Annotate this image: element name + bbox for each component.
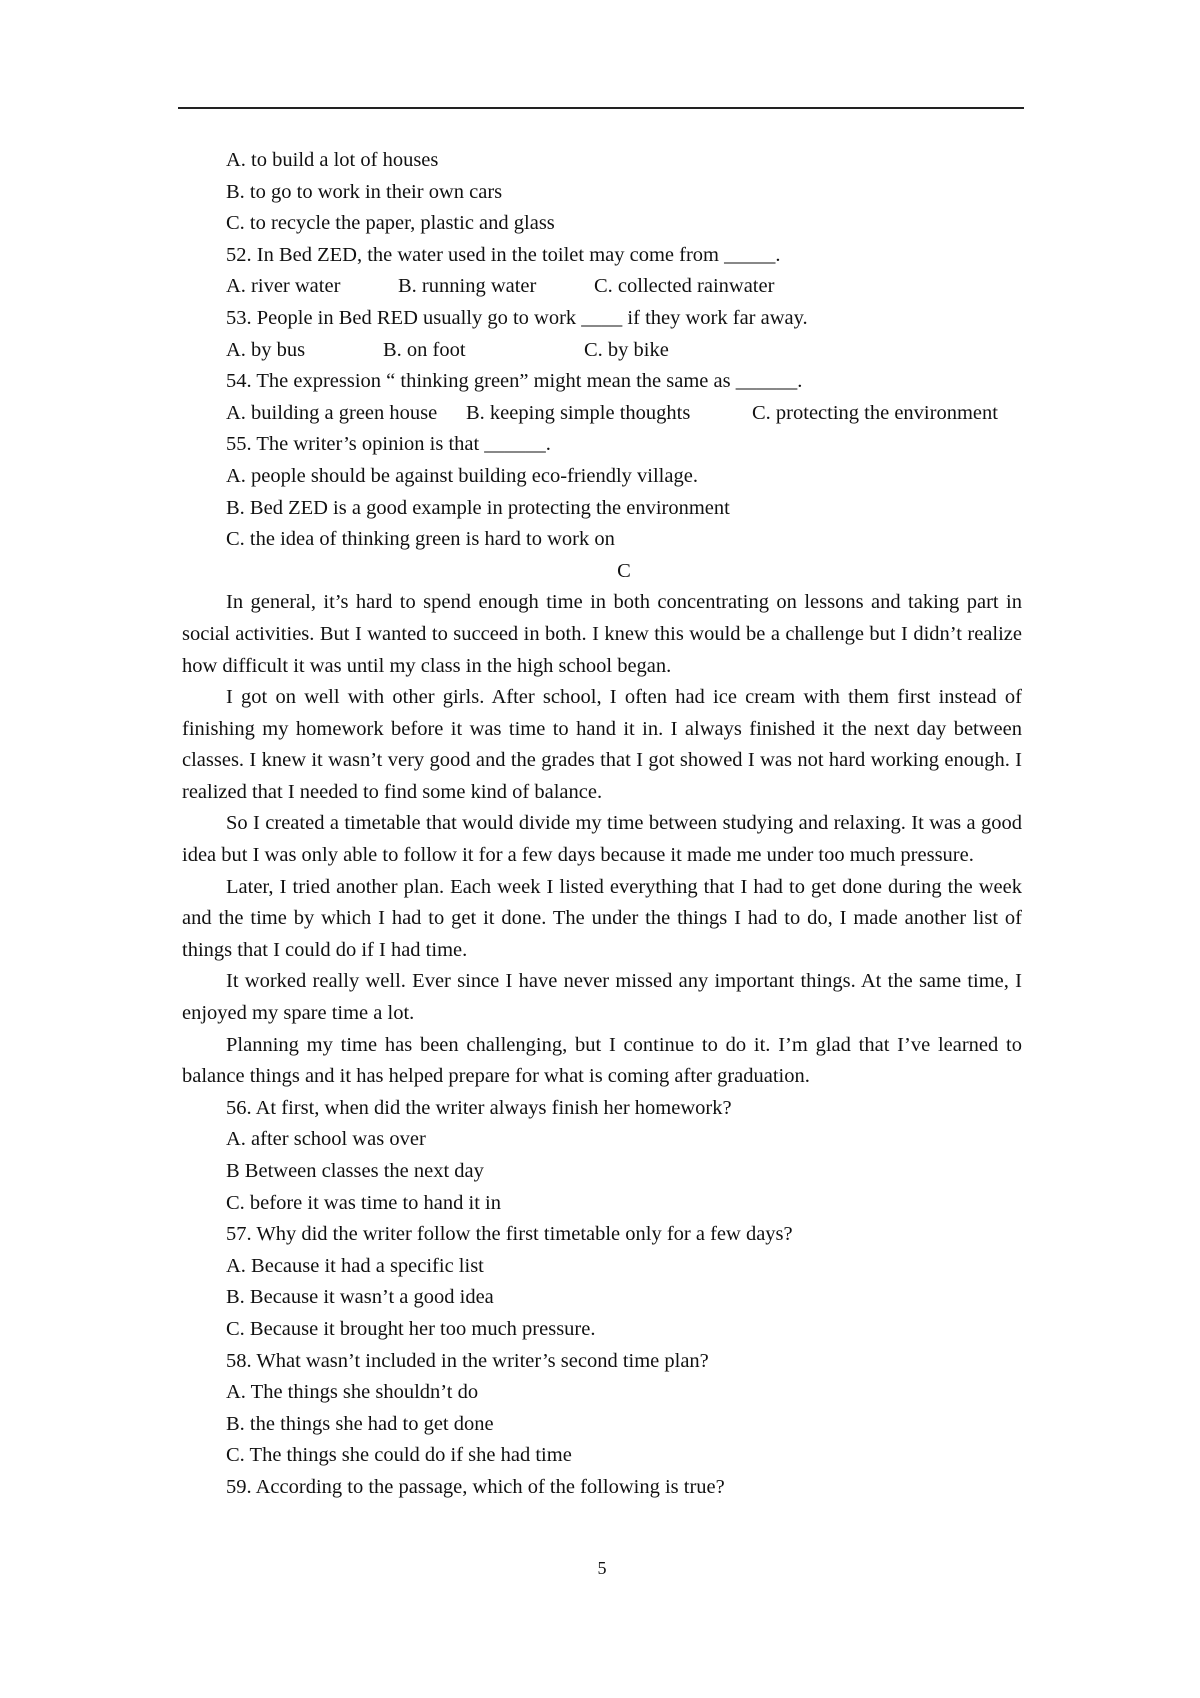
section-c-title: C	[617, 559, 631, 582]
passage-paragraph-6: Planning my time has been challenging, but I continue to do it. I’m glad that I’ve learned to balance things and it has helped prepare for what is coming after graduation.	[182, 1033, 1022, 1088]
q53-stem: 53. People in Bed RED usually go to work ____ if they work far away.	[226, 306, 808, 329]
q55-option-c: C. the idea of thinking green is hard to work on	[226, 528, 615, 551]
q53-option-a: A. by bus	[226, 338, 306, 361]
q56-option-b: B Between classes the next day	[226, 1160, 484, 1182]
q56-option-c: C. before it was time to hand it in	[226, 1191, 501, 1214]
q59-stem: 59. According to the passage, which of the following is true?	[226, 1475, 725, 1498]
passage-paragraph-5: It worked really well. Ever since I have never missed any important things. At the same time, I enjoyed my spare time a lot.	[182, 970, 1022, 1025]
q58-option-c: C. The things she could do if she had time	[226, 1444, 572, 1467]
q52-option-a: A. river water	[226, 275, 341, 298]
page-number: 5	[597, 1558, 607, 1578]
q52-stem: 52. In Bed ZED, the water used in the toilet may come from _____.	[226, 243, 781, 266]
q55-stem: 55. The writer’s opinion is that ______.	[226, 433, 551, 456]
q54-options	[182, 398, 1022, 430]
passage-paragraph-1: In general, it’s hard to spend enough time in both concentrating on lessons and taking part in social activities. But I wanted to succeed in both. I knew this would be a challenge but I didn’t realize how difficult it was until my class in the high school began.	[182, 591, 1022, 677]
q58-option-b: B. the things she had to get done	[226, 1412, 494, 1435]
q54-stem: 54. The expression “ thinking green” might mean the same as ______.	[226, 370, 803, 393]
q54-option-a: A. building a green house	[226, 401, 438, 424]
q57-option-a: A. Because it had a specific list	[226, 1254, 484, 1277]
passage-paragraph-2: I got on well with other girls. After school, I often had ice cream with them first instead of finishing my homework before it was time to hand it in. I always finished it the next day between classes. I knew it wasn’t very good and the grades that I got showed I was not hard working enough. I realized that I needed to find some kind of balance.	[182, 686, 1022, 803]
q52-option-b: B. running water	[398, 275, 537, 298]
q57-option-b: B. Because it wasn’t a good idea	[226, 1286, 494, 1309]
q56-option-a: A. after school was over	[226, 1128, 426, 1151]
q53-options	[182, 335, 1022, 367]
q58-option-a: A. The things she shouldn’t do	[226, 1381, 479, 1404]
passage-paragraph-4: Later, I tried another plan. Each week I listed everything that I had to get done during the week and the time by which I had to get it done. The under the things I had to do, I made another list of things that I could do if I had time.	[182, 875, 1022, 961]
q52-options	[182, 271, 1022, 303]
q51-option-b: B. to go to work in their own cars	[226, 180, 503, 203]
passage-paragraph-3: So I created a timetable that would divide my time between studying and relaxing. It was a good idea but I was only able to follow it for a few days because it made me under too much pressure.	[182, 812, 1022, 867]
q51-option-a: A. to build a lot of houses	[226, 149, 439, 171]
q53-option-c: C. by bike	[584, 338, 669, 361]
q51-option-c: C. to recycle the paper, plastic and glass	[226, 212, 555, 235]
q57-option-c: C. Because it brought her too much pressure.	[226, 1317, 596, 1340]
q54-option-c: C. protecting the environment	[752, 401, 998, 424]
q55-option-b: B. Bed ZED is a good example in protecting the environment	[226, 496, 730, 519]
q53-option-b: B. on foot	[383, 338, 466, 361]
q57-stem: 57. Why did the writer follow the first timetable only for a few days?	[226, 1223, 793, 1246]
q54-option-b: B. keeping simple thoughts	[466, 401, 691, 424]
q55-option-a: A. people should be against building eco-friendly village.	[226, 464, 698, 487]
header-rule	[178, 107, 1024, 109]
q52-option-c: C. collected rainwater	[594, 275, 775, 298]
q58-stem: 58. What wasn’t included in the writer’s second time plan?	[226, 1349, 709, 1372]
page-content	[182, 145, 1022, 1504]
q56-stem: 56. At first, when did the writer always finish her homework?	[226, 1096, 732, 1119]
